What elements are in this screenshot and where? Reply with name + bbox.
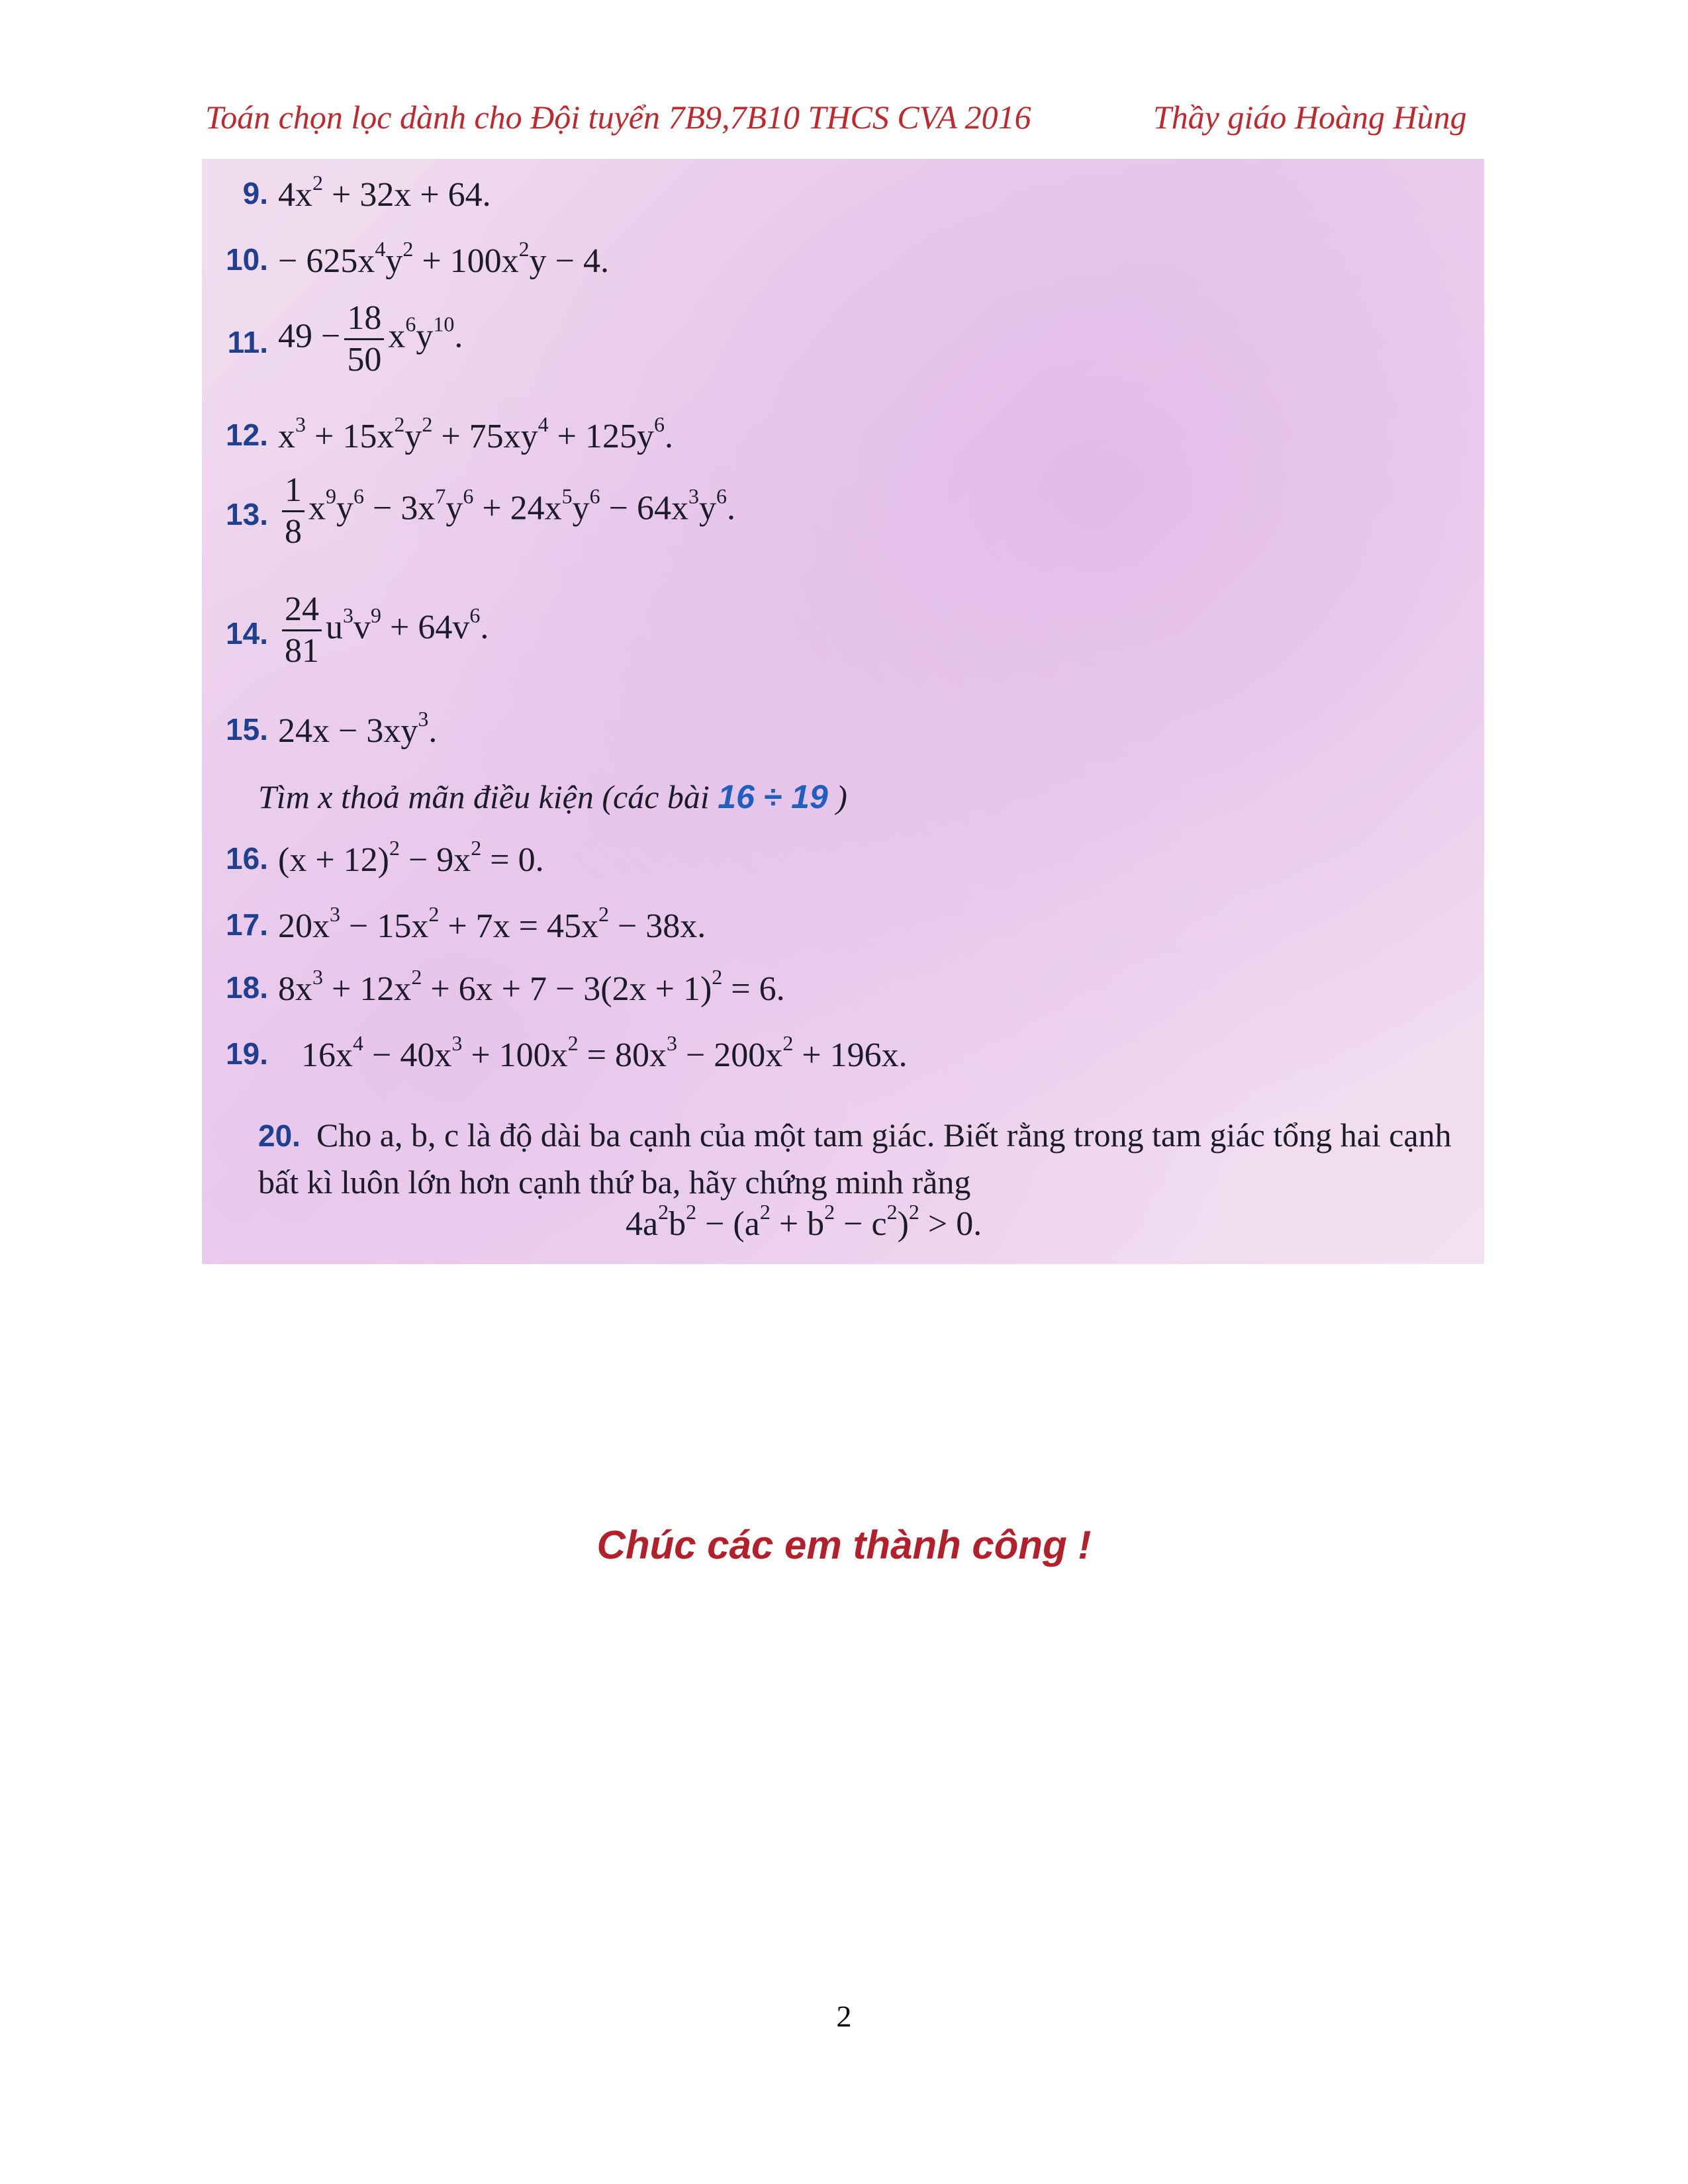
problem-number: 10. — [226, 242, 268, 277]
problem-number: 19. — [226, 1036, 268, 1071]
problem-20 — [258, 1112, 1470, 1205]
equation-19 — [202, 1031, 1484, 1095]
equation-17 — [202, 902, 1484, 966]
problem-number: 20. — [258, 1118, 301, 1153]
problem-expression: $24x - 3xy^3$. — [278, 707, 438, 750]
problem-13 — [202, 473, 1484, 559]
page-header — [0, 98, 1688, 144]
header-title: Toán chọn lọc dành cho Đội tuyển 7B9,7B10 THCS CVA 2016 — [205, 99, 1031, 136]
scanned-exercise-image — [202, 159, 1484, 1264]
problem-15 — [202, 707, 1484, 771]
problem-number: 14. — [226, 616, 268, 651]
problem-expression: $\frac{1}{8}$ $x^9y^6 - 3x^7y^6 + 24x^5y^6 - 64x^3y^6$. — [278, 473, 735, 549]
problem-20-inequality: $4a^2b^2 - (a^2 + b^2 - c^2)^2 > 0$. — [626, 1200, 982, 1243]
problem-expression: $x^3 + 15x^2y^2 + 75xy^4 + 125y^6$. — [278, 412, 673, 455]
problem-14 — [202, 592, 1484, 678]
closing-message: Chúc các em thành công ! — [596, 1523, 1092, 1567]
problem-expression: $\frac{24}{81}$ $u^3v^9 + 64v^6$. — [278, 592, 489, 668]
problem-expression: 49 − $\frac{18}{50}$ $x^6y^{10}$. — [278, 299, 463, 379]
problem-number: 17. — [226, 907, 268, 942]
page-number: 2 — [836, 1999, 852, 2033]
header-author: Thầy giáo Hoàng Hùng — [1153, 99, 1467, 136]
problem-9 — [202, 171, 1484, 235]
instruction-line: Tìm x thoả mãn điều kiện (các bài 16 ÷ 19 ) — [258, 778, 847, 815]
problem-number: 13. — [226, 497, 268, 531]
problem-10 — [202, 237, 1484, 301]
fraction: $\frac{24}{81}$ — [282, 592, 322, 668]
problem-number: 15. — [226, 712, 268, 747]
equation-18 — [202, 965, 1484, 1029]
fraction: $\frac{1}{8}$ — [282, 473, 305, 549]
problem-number: 12. — [226, 418, 268, 452]
equation-expression: $16x^4 - 40x^3 + 100x^2 = 80x^3 - 200x^2 + 196x$. — [301, 1031, 908, 1074]
problem-number: 9. — [242, 176, 268, 210]
equation-expression: $(x + 12)^2 - 9x^2 = 0$. — [278, 836, 544, 879]
equation-16 — [202, 836, 1484, 900]
problem-expression: − $625x^4y^2 + 100x^2y - 4$. — [278, 237, 609, 280]
problem-20-text: Cho a, b, c là độ dài ba cạnh của một tam giác. Biết rằng trong tam giác tổng hai cạnh bất kì luôn lớn hơn cạnh thứ ba, hãy chứng minh rằng — [258, 1116, 1452, 1201]
problem-expression: $4x^2 + 32x + 64$. — [278, 171, 491, 214]
equation-expression: $8x^3 + 12x^2 + 6x + 7 - 3(2x + 1)^2 = 6$. — [278, 965, 785, 1008]
equation-expression: $20x^3 - 15x^2 + 7x = 45x^2 - 38x$. — [278, 902, 706, 945]
problem-12 — [202, 412, 1484, 477]
problem-11 — [202, 301, 1484, 387]
problem-range: 16 ÷ 19 — [718, 778, 828, 815]
fraction: $\frac{18}{50}$ — [344, 301, 384, 377]
problem-number: 18. — [226, 970, 268, 1005]
problem-number: 16. — [226, 841, 268, 876]
problem-number: 11. — [227, 325, 268, 359]
